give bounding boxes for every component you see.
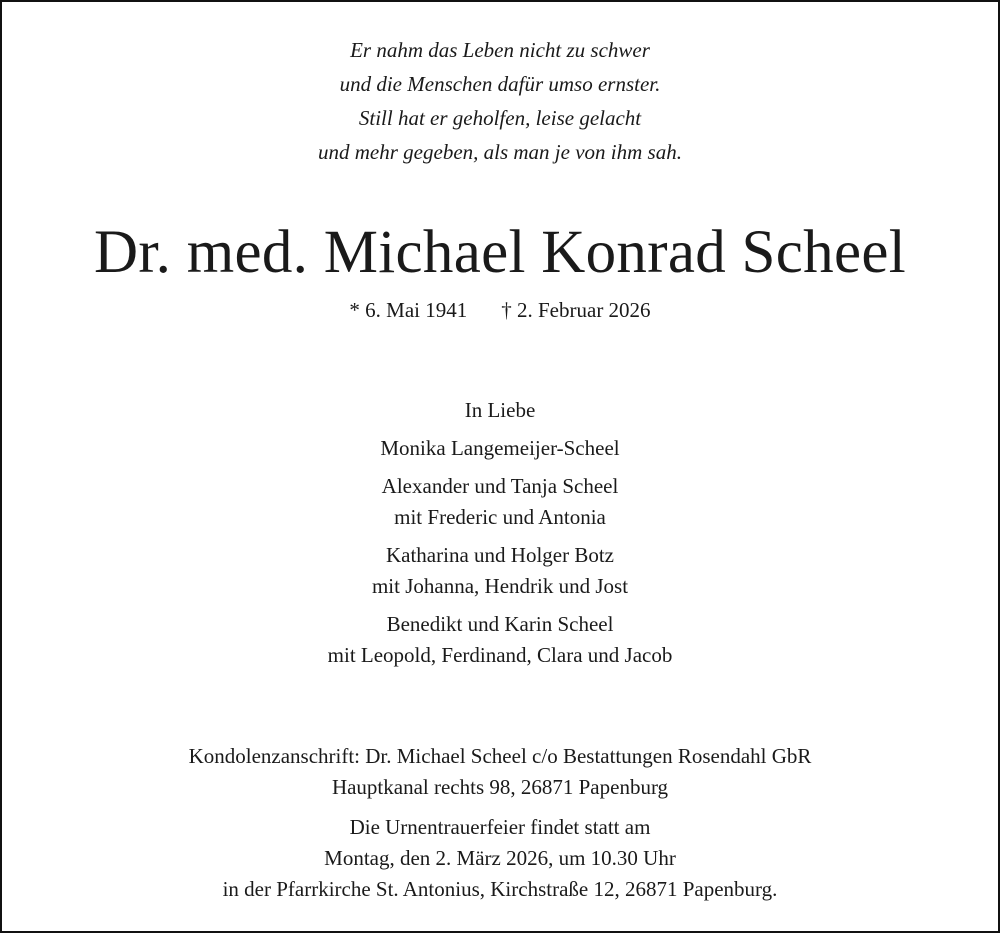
ceremony-line: in der Pfarrkirche St. Antonius, Kirchstraße 12, 26871 Papenburg. — [222, 877, 778, 901]
ceremony-line: Montag, den 2. März 2026, um 10.30 Uhr — [324, 846, 676, 870]
death-date: † 2. Februar 2026 — [501, 298, 651, 322]
mourner-group — [2, 540, 998, 602]
deceased-name: Dr. med. Michael Konrad Scheel — [94, 219, 906, 286]
mourner-line: mit Johanna, Hendrik und Jost — [371, 574, 629, 598]
memorial-poem — [2, 33, 998, 169]
poem-line: und die Menschen dafür umso ernster. — [339, 72, 661, 96]
mourner-line: Katharina und Holger Botz — [385, 543, 615, 567]
mourner-group — [2, 471, 998, 533]
mourner-line: mit Frederic und Antonia — [394, 505, 606, 529]
poem-line: und mehr gegeben, als man je von ihm sah. — [318, 140, 682, 164]
mourners-list — [2, 395, 998, 671]
life-dates — [2, 296, 998, 324]
mourners-intro: In Liebe — [464, 398, 536, 422]
address-line: Kondolenzanschrift: Dr. Michael Scheel c/o Bestattungen Rosendahl GbR — [188, 744, 812, 768]
ceremony-info — [2, 812, 998, 905]
poem-line: Still hat er geholfen, leise gelacht — [358, 106, 642, 130]
address-line: Hauptkanal rechts 98, 26871 Papenburg — [331, 775, 669, 799]
poem-line: Er nahm das Leben nicht zu schwer — [350, 38, 650, 62]
mourner-line: Alexander und Tanja Scheel — [381, 474, 619, 498]
mourner-line: Benedikt und Karin Scheel — [386, 612, 614, 636]
mourner-group — [2, 433, 998, 464]
notice-footer — [2, 741, 998, 905]
condolence-address — [2, 741, 998, 803]
mourner-line: Monika Langemeijer-Scheel — [380, 436, 620, 460]
mourner-line: mit Leopold, Ferdinand, Clara und Jacob — [327, 643, 673, 667]
birth-date: * 6. Mai 1941 — [349, 298, 468, 322]
mourner-group — [2, 609, 998, 671]
ceremony-line: Die Urnentrauerfeier findet statt am — [349, 815, 651, 839]
